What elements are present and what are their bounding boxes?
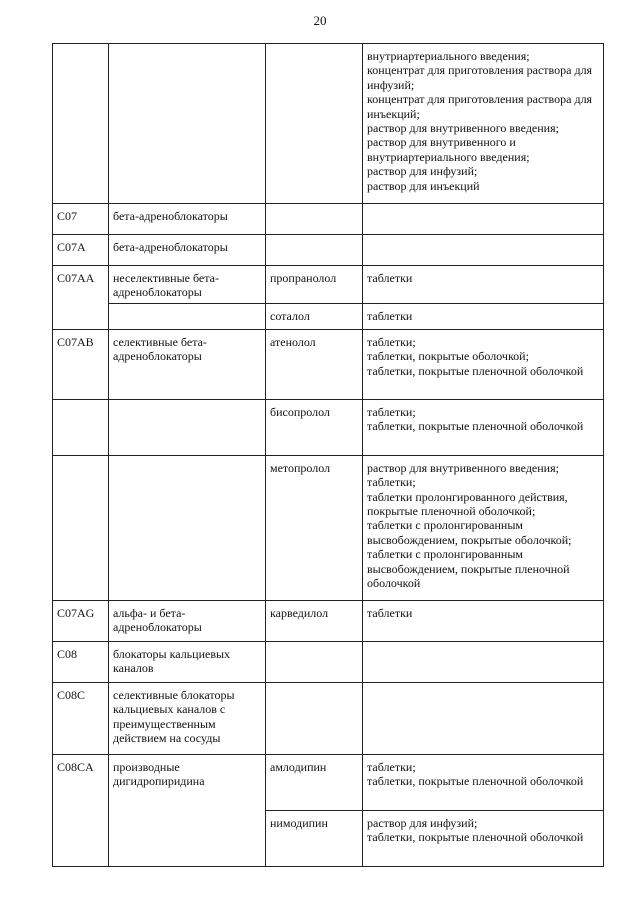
table-row <box>53 303 604 329</box>
pharmacological-group: бета-адреноблокаторы <box>109 235 266 266</box>
medication-table <box>52 43 604 867</box>
drug-name <box>266 235 363 266</box>
dosage-forms: таблетки; таблетки, покрытые оболочкой; таблетки, покрытые пленочной оболочкой <box>363 329 604 399</box>
drug-name <box>266 44 363 204</box>
atc-code: C08 <box>53 641 109 682</box>
table-row <box>53 682 604 754</box>
dosage-forms: таблетки <box>363 303 604 329</box>
drug-name <box>266 641 363 682</box>
atc-code <box>53 455 109 600</box>
pharmacological-group: производные дигидропиридина <box>109 754 266 866</box>
drug-name: атенолол <box>266 329 363 399</box>
table-row <box>53 44 604 204</box>
pharmacological-group: альфа- и бета-адреноблокаторы <box>109 600 266 641</box>
pharmacological-group <box>109 455 266 600</box>
pharmacological-group <box>109 44 266 204</box>
dosage-forms: раствор для инфузий; таблетки, покрытые пленочной оболочкой <box>363 810 604 866</box>
dosage-forms <box>363 641 604 682</box>
table-row <box>53 455 604 600</box>
pharmacological-group: неселективные бета-адреноблокаторы <box>109 266 266 304</box>
atc-code: C07AB <box>53 329 109 399</box>
atc-code: C07A <box>53 235 109 266</box>
table-row <box>53 235 604 266</box>
pharmacological-group <box>109 399 266 455</box>
table-row <box>53 641 604 682</box>
table-row <box>53 399 604 455</box>
pharmacological-group: селективные бета-адреноблокаторы <box>109 329 266 399</box>
table-row <box>53 266 604 304</box>
table-row <box>53 329 604 399</box>
atc-code: C07AA <box>53 266 109 330</box>
atc-code: C08CA <box>53 754 109 866</box>
dosage-forms: внутриартериального введения; концентрат для приготовления раствора для инфузий; концентрат для приготовления раствора для инъекций; раствор для внутривенного введения; раствор для внутривенного и внутриартериального введения; раствор для инфузий; раствор для инъекций <box>363 44 604 204</box>
pharmacological-group <box>109 303 266 329</box>
atc-code <box>53 399 109 455</box>
drug-name: метопролол <box>266 455 363 600</box>
dosage-forms <box>363 682 604 754</box>
drug-name: бисопролол <box>266 399 363 455</box>
dosage-forms: таблетки; таблетки, покрытые пленочной оболочкой <box>363 399 604 455</box>
drug-name: нимодипин <box>266 810 363 866</box>
dosage-forms <box>363 204 604 235</box>
table-row <box>53 600 604 641</box>
atc-code: C08C <box>53 682 109 754</box>
drug-name: соталол <box>266 303 363 329</box>
drug-name: карведилол <box>266 600 363 641</box>
pharmacological-group: блокаторы кальциевых каналов <box>109 641 266 682</box>
dosage-forms <box>363 235 604 266</box>
table-row <box>53 204 604 235</box>
atc-code <box>53 44 109 204</box>
pharmacological-group: селективные блокаторы кальциевых каналов с преимущественным действием на сосуды <box>109 682 266 754</box>
drug-name: пропранолол <box>266 266 363 304</box>
pharmacological-group: бета-адреноблокаторы <box>109 204 266 235</box>
drug-name: амлодипин <box>266 754 363 810</box>
dosage-forms: раствор для внутривенного введения; таблетки; таблетки пролонгированного действия, покрытые пленочной оболочкой; таблетки с пролонгированным высвобождением, покрытые оболочкой; таблетки с пролонгированным высвобождением, покрытые пленочной оболочкой <box>363 455 604 600</box>
drug-name <box>266 682 363 754</box>
dosage-forms: таблетки <box>363 266 604 304</box>
drug-name <box>266 204 363 235</box>
table-row <box>53 754 604 810</box>
atc-code: C07AG <box>53 600 109 641</box>
atc-code: C07 <box>53 204 109 235</box>
dosage-forms: таблетки; таблетки, покрытые пленочной оболочкой <box>363 754 604 810</box>
dosage-forms: таблетки <box>363 600 604 641</box>
page-number: 20 <box>313 13 327 28</box>
